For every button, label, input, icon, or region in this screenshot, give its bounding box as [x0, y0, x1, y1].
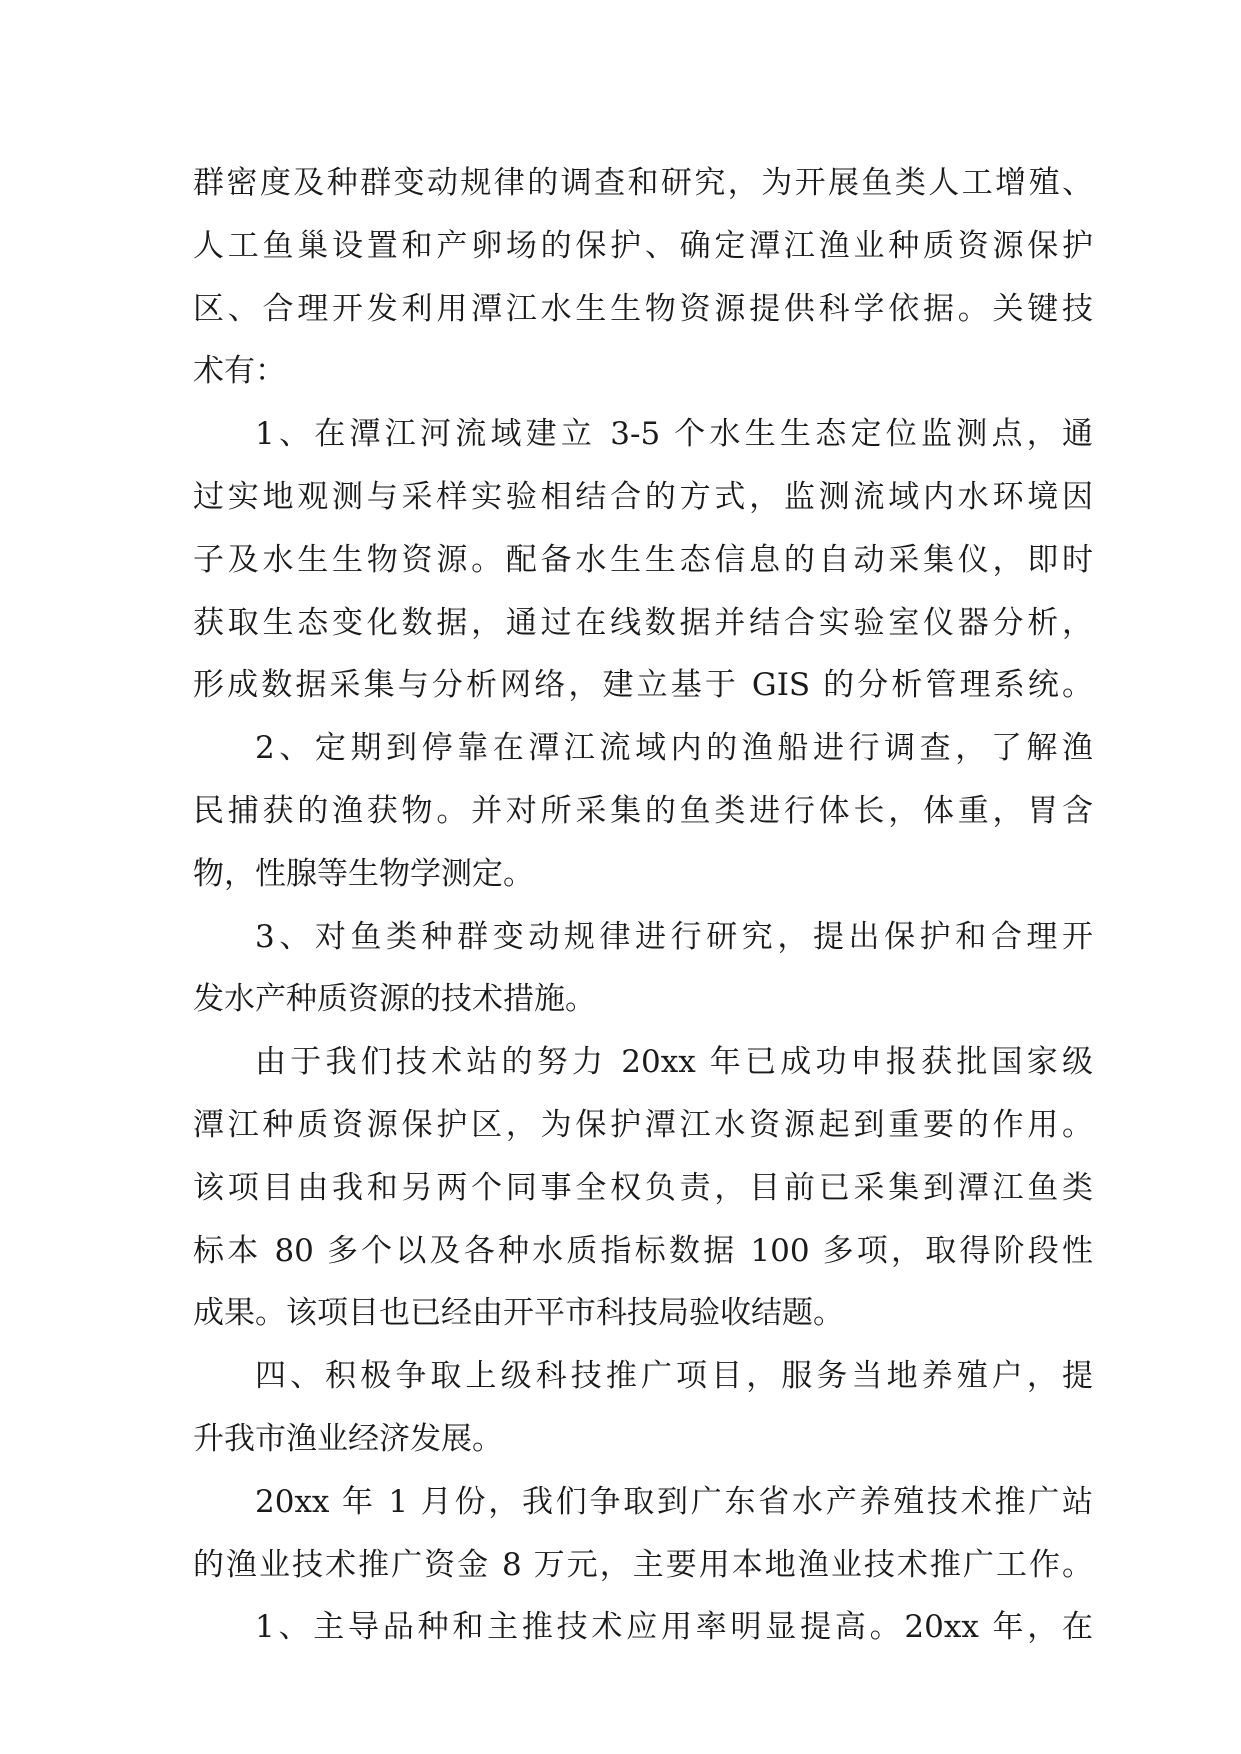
text-line: 四、积极争取上级科技推广项目，服务当地养殖户，提 [255, 1358, 1093, 1395]
text-line: 成果。该项目也已经由开平市科技局验收结题。 [193, 1295, 844, 1332]
text-line: 发水产种质资源的技术措施。 [193, 981, 596, 1018]
text-line: 20xx 年 1 月份，我们争取到广东省水产养殖技术推广站 [255, 1483, 1093, 1520]
text-line: 3、对鱼类种群变动规律进行研究，提出保护和合理开 [255, 918, 1093, 955]
text-line: 子及水生生物资源。配备水生生态信息的自动采集仪，即时 [193, 541, 1093, 578]
text-line: 群密度及种群变动规律的调查和研究，为开展鱼类人工增殖、 [193, 165, 1093, 201]
text-line: 标本 80 多个以及各种水质指标数据 100 多项，取得阶段性 [193, 1232, 1093, 1269]
text-line: 1、在潭江河流域建立 3-5 个水生生态定位监测点，通 [255, 416, 1093, 453]
text-line: 该项目由我和另两个同事全权负责，目前已采集到潭江鱼类 [193, 1169, 1093, 1206]
text-line: 民捕获的渔获物。并对所采集的鱼类进行体长，体重，胃含 [193, 792, 1093, 829]
text-line: 1、主导品种和主推技术应用率明显提高。20xx 年，在 [255, 1609, 1093, 1646]
body-text [193, 152, 1093, 1659]
text-line: 人工鱼巢设置和产卵场的保护、确定潭江渔业种质资源保护 [193, 227, 1093, 264]
text-line: 2、定期到停靠在潭江流域内的渔船进行调查，了解渔 [255, 730, 1093, 767]
text-line: 获取生态变化数据，通过在线数据并结合实验室仪器分析， [193, 604, 1093, 641]
text-line: 由于我们技术站的努力 20xx 年已成功申报获批国家级 [255, 1044, 1093, 1081]
text-line: 的渔业技术推广资金 8 万元，主要用本地渔业技术推广工作。 [193, 1546, 1093, 1583]
text-line: 过实地观测与采样实验相结合的方式，监测流域内水环境因 [193, 478, 1093, 515]
text-line: 物，性腺等生物学测定。 [193, 855, 534, 892]
text-line: 术有： [193, 353, 286, 390]
text-line: 形成数据采集与分析网络，建立基于 GIS 的分析管理系统。 [193, 667, 1093, 704]
text-line: 升我市渔业经济发展。 [193, 1420, 503, 1457]
text-line: 区、合理开发利用潭江水生生物资源提供科学依据。关键技 [193, 290, 1093, 327]
text-line: 潭江种质资源保护区，为保护潭江水资源起到重要的作用。 [193, 1106, 1093, 1143]
